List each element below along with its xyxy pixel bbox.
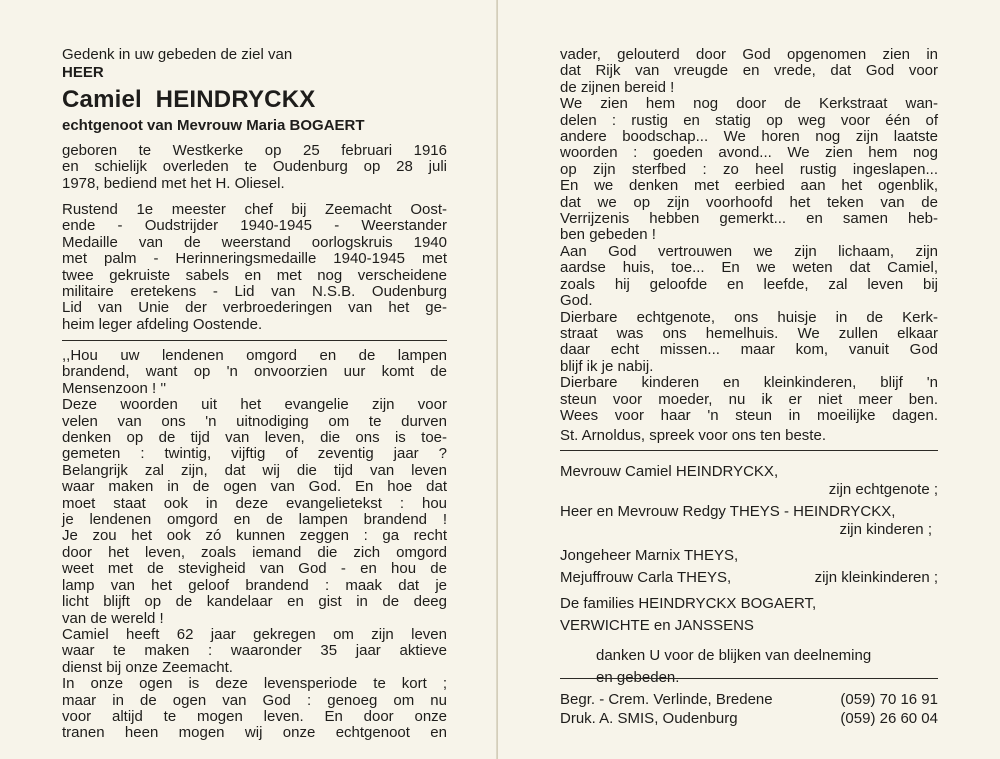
text-line: woorden : goeden avond... We zien hem nog bbox=[560, 144, 938, 162]
text-line: brandend, want op 'n onvoorzien uur komt de bbox=[62, 363, 447, 381]
text-line: aardse huis, toe... En we weten dat Camiel, bbox=[560, 259, 938, 277]
text-line: Dierbare kinderen en kleinkinderen, blijf 'n bbox=[560, 374, 938, 392]
text-line: ben gebeden ! bbox=[560, 226, 656, 244]
text-line: Verrijzenis hebben gemerkt... en samen heb- bbox=[560, 210, 938, 228]
text-line: Mensenzoon ! '' bbox=[62, 379, 167, 397]
text-line: gemeten : twintig, vijftig of zeventig jaar ? bbox=[62, 445, 447, 463]
career-line: militaire eretekens - Lid van N.S.B. Oudenburg bbox=[62, 283, 447, 301]
text-line: lamp van het geloof brandend : maak dat je bbox=[62, 576, 447, 594]
spouse-line: echtgenoot van Mevrouw Maria BOGAERT bbox=[62, 117, 365, 134]
career-block bbox=[62, 202, 447, 333]
text-line: maar in de ogen van God : genoeg om nu bbox=[62, 691, 447, 709]
text-line: waar maken in de ogen van God. En hoe dat bbox=[62, 478, 447, 496]
text-line: zoals hij geloofde en leefde, zal leven bij bbox=[560, 275, 938, 293]
text-line: moet staat ook in deze evangelietekst : hou bbox=[62, 494, 447, 512]
text-line: tranen heen mogen wij onze echtgenoot en bbox=[62, 724, 447, 742]
credits-block bbox=[560, 690, 938, 728]
credit-label: Druk. A. SMIS, Oudenburg bbox=[560, 710, 738, 727]
text-line: In onze ogen is deze levensperiode te kort ; bbox=[62, 675, 447, 693]
career-line: ende - Oudstrijder 1940-1945 - Weerstander bbox=[62, 217, 447, 235]
text-line: andere boodschap... We horen nog zijn laatste bbox=[560, 128, 938, 146]
text-line: dat we op zijn voorhoofd het teken van de bbox=[560, 193, 938, 211]
text-line: weet met de stevigheid van God - en hou de bbox=[62, 560, 447, 578]
text-line: dat Rijk van vreugde en vrede, dat God voor bbox=[560, 62, 938, 80]
text-line: daar echt missen... maar kom, vanuit God bbox=[560, 341, 938, 359]
intro-line: Gedenk in uw gebeden de ziel van bbox=[62, 46, 293, 63]
family-families-line: VERWICHTE en JANSSENS bbox=[560, 617, 754, 634]
text-line: blijf ik je nabij. bbox=[560, 357, 654, 375]
career-line: met palm - Herinneringsmedaille 1940-1945 met bbox=[62, 250, 447, 268]
career-line: Lid van Unie der verbroederingen van het ge- bbox=[62, 299, 447, 317]
text-line: We zien hem nog door de Kerkstraat wan- bbox=[560, 95, 938, 113]
text-line: Je zou het ook zó kunnen zeggen : ga recht bbox=[62, 527, 447, 545]
text-line: Dierbare echtgenote, ons huisje in de Kerk- bbox=[560, 308, 938, 326]
last-name: HEINDRYCKX bbox=[155, 86, 316, 113]
text-line: voor altijd te mogen leven. En door onze bbox=[62, 707, 447, 725]
text-line: vader, gelouterd door God opgenomen zien in bbox=[560, 46, 938, 63]
family-block bbox=[560, 463, 938, 687]
credit-phone: (059) 70 16 91 bbox=[840, 691, 938, 708]
career-line: heim leger afdeling Oostende. bbox=[62, 315, 263, 333]
text-line: St. Arnoldus, spreek voor ons ten beste. bbox=[560, 427, 826, 445]
family-families-line: De families HEINDRYCKX BOGAERT, bbox=[560, 595, 817, 612]
family-children-role: zijn kinderen ; bbox=[839, 521, 932, 538]
text-line: waar te maken : waaronder 35 jaar aktieve bbox=[62, 642, 447, 660]
header-block bbox=[62, 47, 402, 82]
divider-line bbox=[560, 450, 938, 451]
text-line: door het leven, zoals iemand die zich omgord bbox=[62, 543, 447, 561]
family-grandchild-name: Mejuffrouw Carla THEYS, bbox=[560, 569, 732, 586]
birth-line: geboren te Westkerke op 25 februari 1916 bbox=[62, 142, 447, 159]
text-line: dienst bij onze Zeemacht. bbox=[62, 658, 233, 676]
text-line: steun voor moeder, nu ik er niet meer ben. bbox=[560, 390, 938, 408]
family-children-name: Heer en Mevrouw Redgy THEYS - HEINDRYCKX, bbox=[560, 503, 896, 520]
text-line: straat was ons hemelhuis. We zullen elkaar bbox=[560, 324, 938, 342]
thanks-line: en gebeden. bbox=[596, 669, 680, 686]
first-name: Camiel bbox=[62, 86, 142, 113]
text-line: je lendenen omgord en de lampen brandend ! bbox=[62, 511, 447, 529]
birth-line: 1978, bediend met het H. Oliesel. bbox=[62, 174, 285, 192]
credit-label: Begr. - Crem. Verlinde, Bredene bbox=[560, 691, 773, 708]
text-line: velen van ons 'n uitnodiging om te durven bbox=[62, 412, 447, 430]
meditation-text bbox=[62, 348, 447, 742]
text-line: Camiel heeft 62 jaar gekregen om zijn leven bbox=[62, 625, 447, 643]
text-line: En we denken met eerbied aan het ogenblik, bbox=[560, 177, 938, 195]
right-page bbox=[498, 0, 1000, 759]
family-grandchildren-role: zijn kleinkinderen ; bbox=[814, 569, 938, 586]
family-grandchild-name: Jongeheer Marnix THEYS, bbox=[560, 547, 739, 564]
meditation-text-continued bbox=[560, 47, 938, 445]
text-line: ,,Hou uw lendenen omgord en de lampen bbox=[62, 347, 447, 364]
text-line: God. bbox=[560, 292, 593, 310]
career-line: twee gekruiste sabels en met nog verscheidene bbox=[62, 266, 447, 284]
left-page bbox=[0, 0, 497, 759]
thanks-line: danken U voor de blijken van deelneming bbox=[596, 647, 872, 664]
family-wife-name: Mevrouw Camiel HEINDRYCKX, bbox=[560, 463, 779, 480]
text-line: Belangrijk zal zijn, dat wij die tijd van leven bbox=[62, 461, 447, 479]
birth-death-block bbox=[62, 143, 447, 192]
credit-row-printer bbox=[560, 709, 938, 728]
divider-line bbox=[62, 340, 447, 341]
text-line: van de wereld ! bbox=[62, 609, 164, 627]
deceased-name bbox=[62, 86, 422, 114]
text-line: op zijn sterfbed : zo heel rustig ingeslapen... bbox=[560, 160, 938, 178]
family-wife-role: zijn echtgenote ; bbox=[828, 481, 938, 498]
divider-line bbox=[560, 678, 938, 679]
text-line: Wees voor haar 'n steun in moeilijke dagen. bbox=[560, 406, 938, 424]
birth-line: en schielijk overleden te Oudenburg op 28 juli bbox=[62, 158, 447, 176]
text-line: delen : rustig en statig op weg voor één of bbox=[560, 111, 938, 129]
credit-phone: (059) 26 60 04 bbox=[840, 710, 938, 727]
credit-row-funeral bbox=[560, 690, 938, 709]
career-line: Rustend 1e meester chef bij Zeemacht Oost- bbox=[62, 201, 447, 218]
career-line: Medaille van de weerstand oorlogskruis 1940 bbox=[62, 233, 447, 251]
text-line: licht blijft op de kandelaar en gist in de deeg bbox=[62, 593, 447, 611]
family-grandchildren-row bbox=[560, 569, 938, 587]
title-line: HEER bbox=[62, 64, 104, 82]
text-line: denken op de tijd van leven, die ons is toe- bbox=[62, 429, 447, 447]
text-line: Deze woorden uit het evangelie zijn voor bbox=[62, 396, 447, 414]
text-line: de zijnen bereid ! bbox=[560, 78, 675, 96]
text-line: Aan God vertrouwen we zijn lichaam, zijn bbox=[560, 242, 938, 260]
